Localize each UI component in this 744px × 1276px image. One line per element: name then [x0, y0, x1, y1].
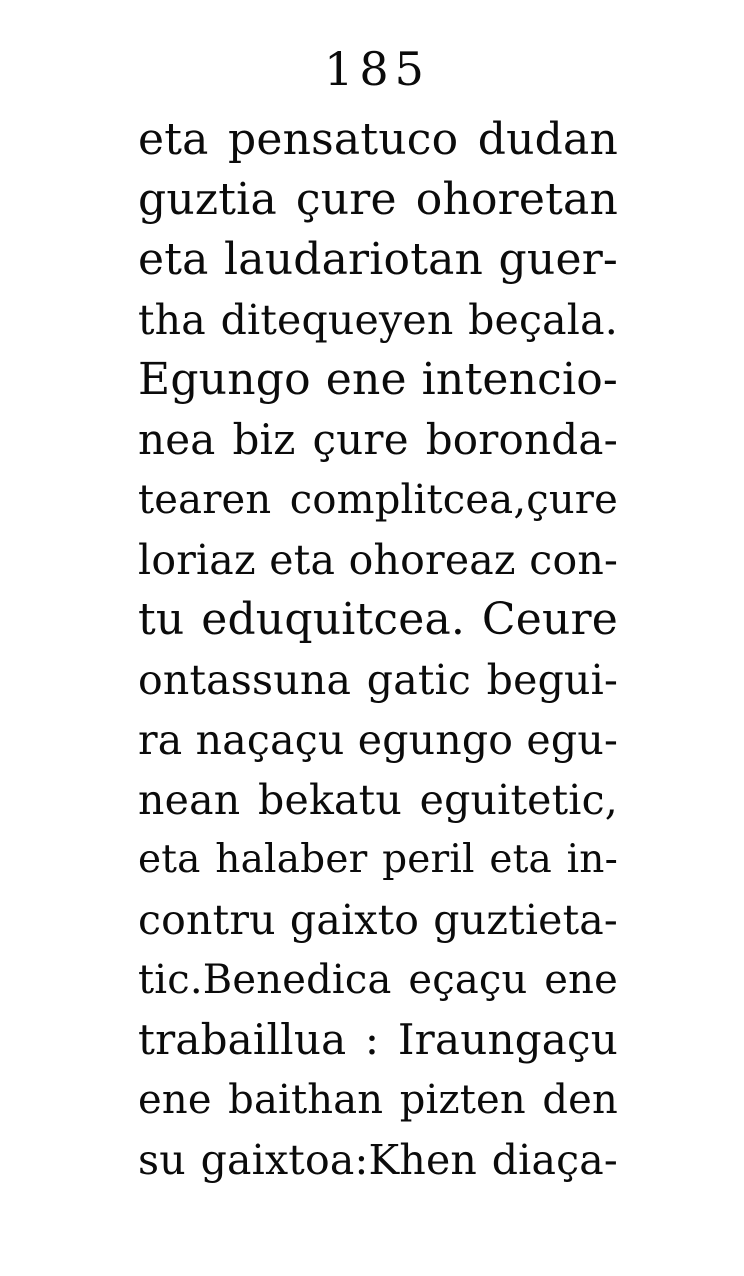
text-line: tic.Benedica eçaçu ene — [138, 957, 618, 1003]
text-line: eta halaber peril eta in- — [138, 837, 618, 882]
text-line: tu eduquitcea. Ceure — [138, 594, 618, 645]
text-line: su gaixtoa:Khen diaça- — [138, 1136, 618, 1184]
text-line: tha ditequeyen beçala. — [138, 296, 618, 344]
text-line: ra naçaçu egungo egu- — [138, 716, 618, 764]
text-line: eta laudariotan guer- — [138, 234, 618, 285]
text-line: guztia çure ohoretan — [138, 174, 618, 225]
text-line: eta pensatuco dudan — [138, 114, 618, 165]
text-line: tearen complitcea,çure — [138, 477, 618, 523]
text-line: ontassuna gatic begui- — [138, 656, 618, 704]
text-line: ene baithan pizten den — [138, 1077, 618, 1123]
text-line: contru gaixto guztieta- — [138, 896, 618, 944]
text-line: nean bekatu eguitetic, — [138, 776, 618, 824]
text-line: Egungo ene intencio- — [138, 354, 618, 405]
text-line: nea biz çure boronda- — [138, 415, 618, 464]
text-line: trabaillua : Iraungaçu — [138, 1015, 618, 1064]
text-line: loriaz eta ohoreaz con- — [138, 536, 618, 584]
body-text — [138, 110, 618, 1190]
page-number: 185 — [324, 42, 430, 96]
